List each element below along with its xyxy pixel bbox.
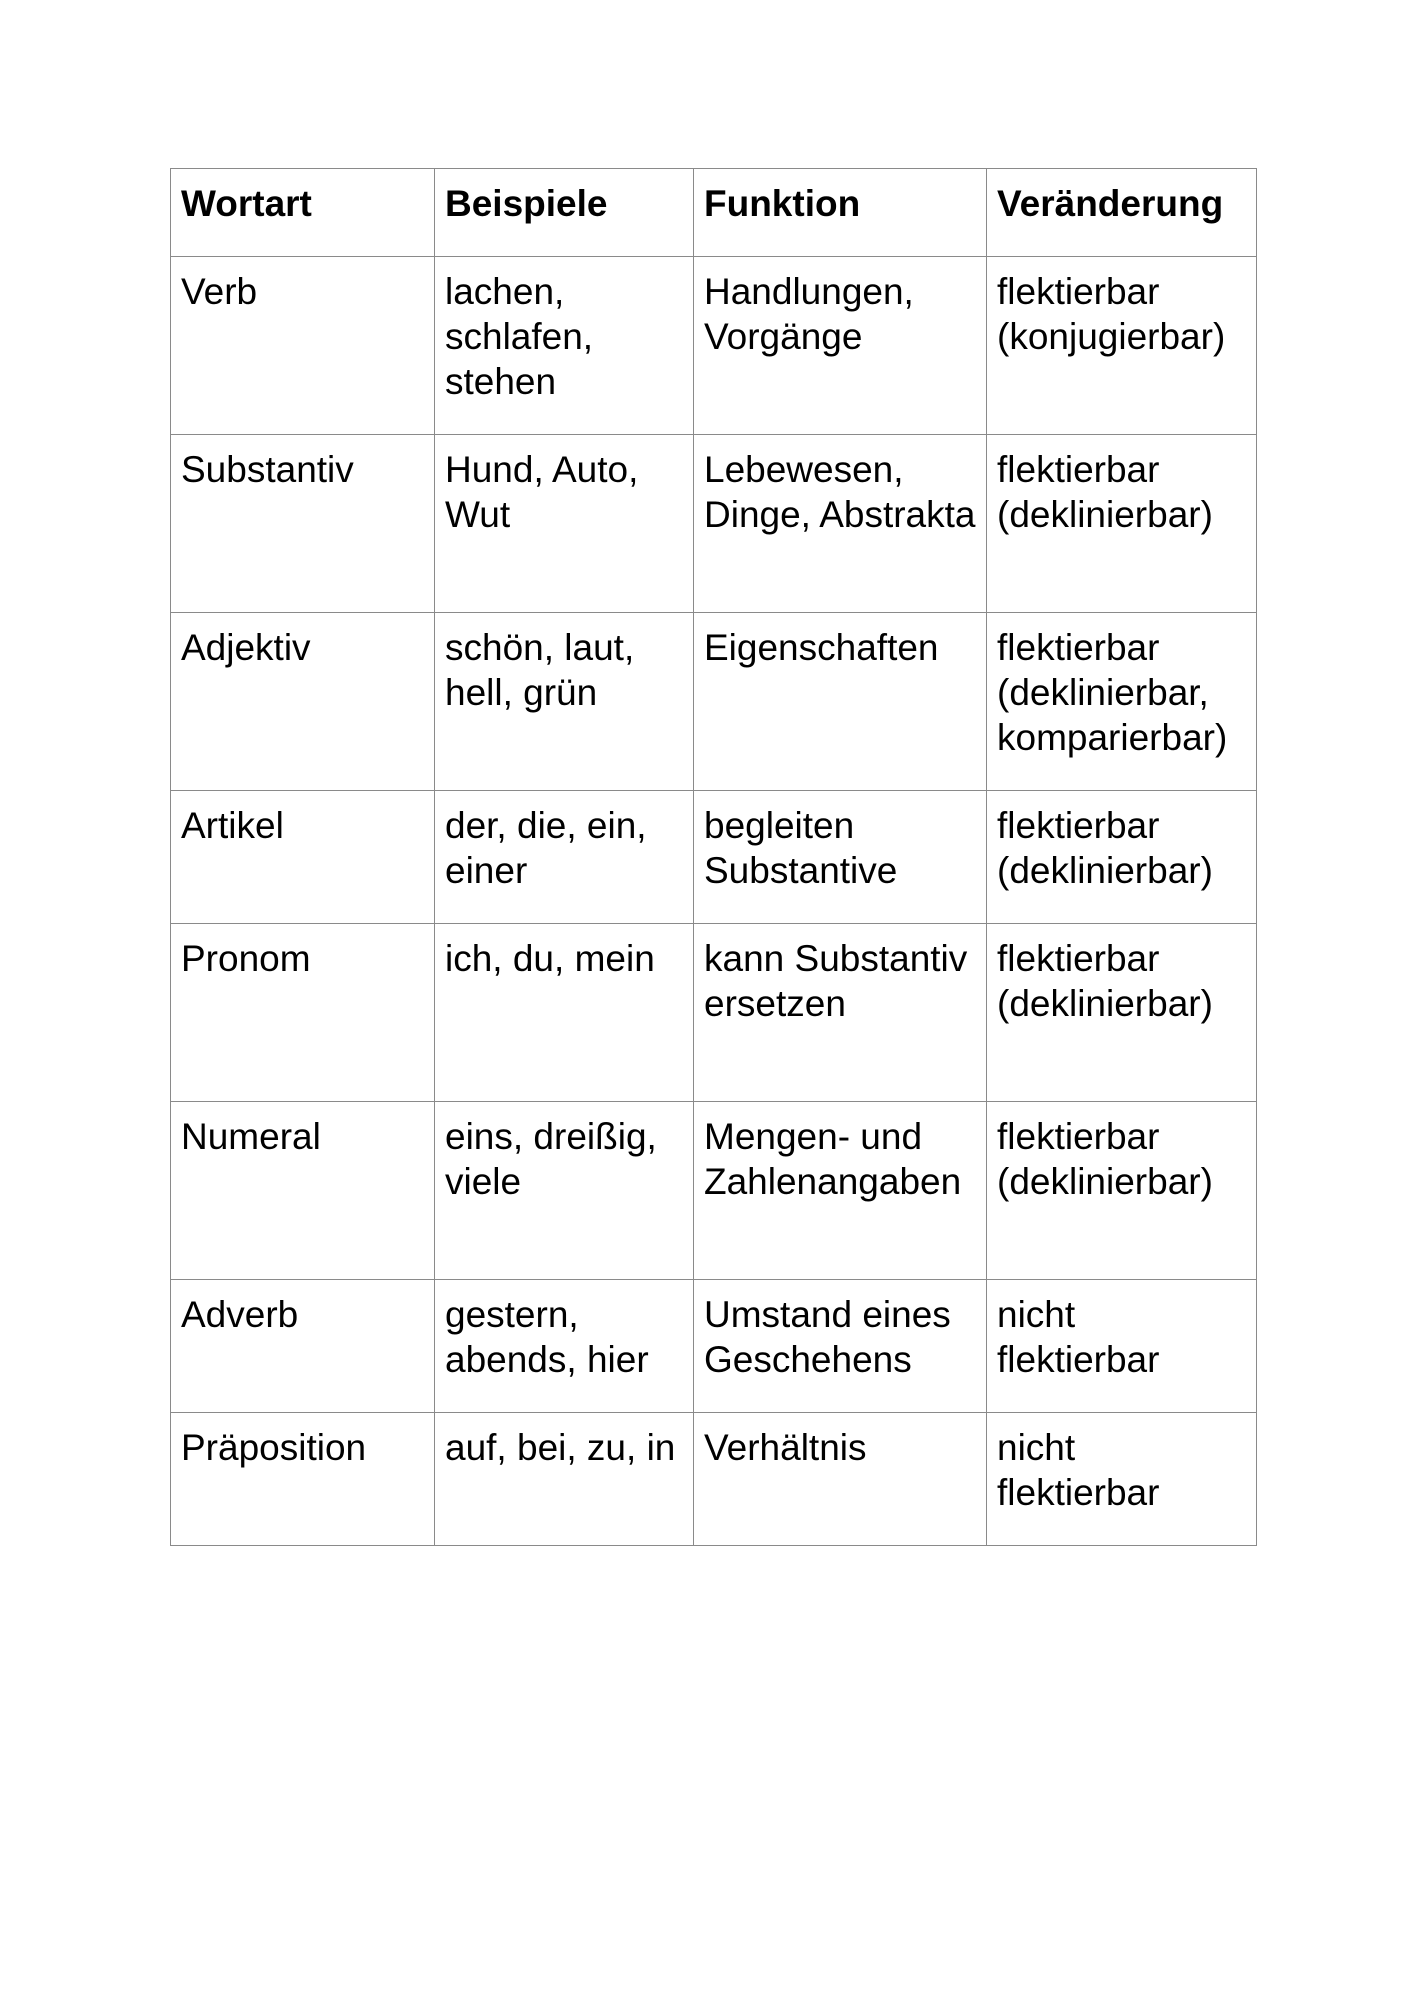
table-row bbox=[171, 1413, 1257, 1546]
cell-beispiele: schön, laut, hell, grün bbox=[435, 613, 694, 791]
cell-beispiele: ich, du, mein bbox=[435, 924, 694, 1102]
cell-beispiele: auf, bei, zu, in bbox=[435, 1413, 694, 1546]
cell-wortart: Verb bbox=[171, 257, 435, 435]
cell-beispiele: gestern, abends, hier bbox=[435, 1280, 694, 1413]
cell-wortart: Pronom bbox=[171, 924, 435, 1102]
table-row bbox=[171, 257, 1257, 435]
cell-funktion: Lebewesen, Dinge, Abstrakta bbox=[694, 435, 987, 613]
cell-veraenderung: nicht flektierbar bbox=[987, 1280, 1257, 1413]
cell-wortart: Artikel bbox=[171, 791, 435, 924]
header-veraenderung: Veränderung bbox=[987, 169, 1257, 257]
cell-funktion: Verhältnis bbox=[694, 1413, 987, 1546]
cell-funktion: kann Substantiv ersetzen bbox=[694, 924, 987, 1102]
cell-wortart: Substantiv bbox=[171, 435, 435, 613]
cell-beispiele: Hund, Auto, Wut bbox=[435, 435, 694, 613]
cell-veraenderung: flektierbar (deklinierbar) bbox=[987, 924, 1257, 1102]
cell-funktion: Mengen- und Zahlenangaben bbox=[694, 1102, 987, 1280]
cell-wortart: Adjektiv bbox=[171, 613, 435, 791]
header-funktion: Funktion bbox=[694, 169, 987, 257]
cell-wortart: Adverb bbox=[171, 1280, 435, 1413]
table-row bbox=[171, 435, 1257, 613]
cell-wortart: Präposition bbox=[171, 1413, 435, 1546]
cell-beispiele: eins, dreißig, viele bbox=[435, 1102, 694, 1280]
cell-veraenderung: flektierbar (deklinierbar) bbox=[987, 435, 1257, 613]
table-header-row bbox=[171, 169, 1257, 257]
table-row bbox=[171, 613, 1257, 791]
cell-beispiele: der, die, ein, einer bbox=[435, 791, 694, 924]
cell-beispiele: lachen, schlafen, stehen bbox=[435, 257, 694, 435]
cell-veraenderung: flektierbar (deklinierbar) bbox=[987, 791, 1257, 924]
table-row bbox=[171, 791, 1257, 924]
table-row bbox=[171, 1102, 1257, 1280]
header-wortart: Wortart bbox=[171, 169, 435, 257]
wortarten-table bbox=[170, 168, 1257, 1546]
cell-funktion: Handlungen, Vorgänge bbox=[694, 257, 987, 435]
cell-veraenderung: flektierbar (deklinierbar) bbox=[987, 1102, 1257, 1280]
cell-wortart: Numeral bbox=[171, 1102, 435, 1280]
cell-funktion: Eigenschaften bbox=[694, 613, 987, 791]
header-beispiele: Beispiele bbox=[435, 169, 694, 257]
cell-veraenderung: flektierbar (konjugierbar) bbox=[987, 257, 1257, 435]
table-row bbox=[171, 924, 1257, 1102]
cell-veraenderung: flektierbar (deklinierbar, komparierbar) bbox=[987, 613, 1257, 791]
cell-funktion: Umstand eines Geschehens bbox=[694, 1280, 987, 1413]
cell-funktion: begleiten Substantive bbox=[694, 791, 987, 924]
cell-veraenderung: nicht flektierbar bbox=[987, 1413, 1257, 1546]
table-row bbox=[171, 1280, 1257, 1413]
